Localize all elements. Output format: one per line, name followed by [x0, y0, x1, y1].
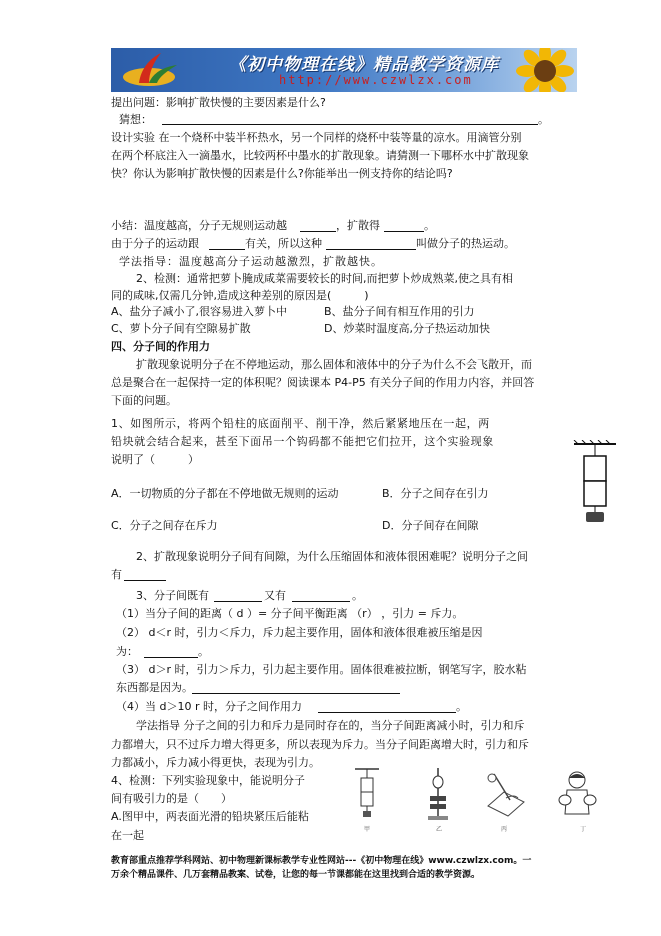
guess-blank[interactable]: [162, 114, 538, 125]
footer-line-2: 万余个精品课件、几万套精品教案、试卷，让您的每一节课都能在这里找到合适的教学资源。: [111, 870, 481, 880]
experiment-line-1: 设计实验 在一个烧杯中装半杯热水，另一个同样的烧杯中装等量的凉水。用滴管分别: [111, 131, 522, 144]
thermal-motion-text-1: 由于分子的运动跟: [111, 237, 199, 250]
site-url[interactable]: http://www.czwlzx.com: [279, 73, 473, 87]
guess-label: 猜想：: [119, 113, 152, 126]
sunflower-icon: [509, 48, 577, 92]
q3-blank-1[interactable]: [214, 591, 262, 602]
footer-line-1: 教育部重点推荐学科网站、初中物理新课标教学专业性网站---《初中物理在线》www.czwlzx.com。一: [111, 856, 532, 866]
q3-blank-2[interactable]: [292, 591, 350, 602]
force-case-3-line-2: 东西都是因为。: [116, 681, 193, 694]
site-title: 《初中物理在线》精品教学资源库: [229, 55, 499, 75]
q1-option-b[interactable]: B．分子之间存在引力: [382, 487, 489, 500]
quiz-2-line-1: 2、检测：通常把萝卜腌成咸菜需要较长的时间,而把萝卜炒成熟菜,使之具有相: [136, 272, 513, 285]
q1-option-c[interactable]: C．分子之间存在斥力: [111, 519, 218, 532]
q4-line-1: 4、检测：下列实验现象中，能说明分子: [111, 774, 305, 787]
quiz-2-option-c[interactable]: C、萝卜分子间有空隙易扩散: [111, 322, 251, 335]
experiment-line-2: 在两个杯底注入一滴墨水，比较两杯中墨水的扩散现象。请猜测一下哪杯水中扩散现象: [111, 149, 529, 162]
q1-option-d[interactable]: D．分子间存在间隙: [382, 519, 479, 532]
lead-cylinder-figure: [572, 440, 618, 526]
thermal-motion-text-2: 有关，所以这种: [245, 237, 322, 250]
q3-text-1: 3、分子间既有: [136, 589, 209, 602]
force-case-2-line-2: 为：: [116, 645, 138, 658]
quiz-2-option-b[interactable]: B、盐分子间有相互作用的引力: [324, 305, 475, 318]
force-case-3-line-1: （3） d＞r 时，引力＞斥力，引力起主要作用。固体很难被拉断，钢笔写字，胶水粘: [116, 663, 527, 676]
figure-bing-glass-plate: [484, 772, 526, 818]
quiz-2-option-a[interactable]: A、盐分子减小了,很容易进入萝卜中: [111, 305, 288, 318]
intro-line-1: 扩散现象说明分子在不停地运动，那么固体和液体中的分子为什么不会飞散开，而: [136, 358, 532, 371]
thermal-motion-text-3: 叫做分子的热运动。: [416, 237, 515, 250]
study-guide-2-line-3: 力都减小，斥力减小得更快，表现为引力。: [111, 756, 320, 769]
force-case-2-line-1: （2） d＜r 时，引力＜斥力，斥力起主要作用，固体和液体很难被压缩是因: [116, 626, 483, 639]
force-case-2-period: 。: [198, 645, 209, 658]
summary-text-2: ，扩散得: [336, 219, 380, 232]
experiment-line-3: 快？你认为影响扩散快慢的因素是什么?你能举出一例支持你的结论吗?: [111, 167, 453, 180]
intro-line-3: 下面的问题。: [111, 394, 177, 407]
site-logo-icon: [119, 51, 183, 89]
q2-blank[interactable]: [124, 570, 166, 581]
summary-period: 。: [424, 219, 435, 232]
figure-label-ding: 丁: [580, 826, 587, 833]
q3-text-2: 又有: [264, 589, 286, 602]
figure-ding-person: [555, 770, 601, 820]
q4-option-a[interactable]: A.图甲中，两表面光滑的铅块紧压后能粘: [111, 810, 309, 823]
q4-option-a-cont: 在一起: [111, 829, 144, 842]
question-prompt: 提出问题：影响扩散快慢的主要因素是什么?: [111, 96, 326, 109]
figure-label-bing: 丙: [501, 826, 508, 833]
quiz-2-line-2: 同的咸味,仅需几分钟,造成这种差别的原因是( ): [111, 289, 369, 302]
study-guide-2-line-1: 学法指导 分子之间的引力和斥力是同时存在的，当分子间距离减小时，引力和斥: [136, 719, 525, 732]
study-guide-1: 学法指导：温度越高分子运动越激烈，扩散越快。: [119, 255, 383, 268]
summary-blank-2[interactable]: [384, 221, 424, 232]
intro-line-2: 总是聚合在一起保持一定的体积呢？阅读课本 P4-P5 有关分子间的作用力内容，并回答: [111, 376, 535, 389]
q2-line-2: 有: [111, 568, 122, 581]
figure-label-yi: 乙: [436, 826, 443, 833]
study-guide-2-line-2: 力都增大，只不过斥力增大得更多，所以表现为斥力。当分子间距离增大时，引力和斥: [111, 738, 529, 751]
q4-line-2: 间有吸引力的是（ ）: [111, 792, 232, 805]
q1-line-1: 1、如图所示，将两个铅柱的底面削平、削干净，然后紧紧地压在一起，两: [111, 417, 490, 430]
force-case-1: （1）当分子间的距离（ d ）= 分子间平衡距离 （r） ，引力 = 斥力。: [116, 607, 464, 620]
force-case-3-blank[interactable]: [192, 683, 400, 694]
thermal-blank-2[interactable]: [326, 239, 416, 250]
quiz-2-option-d[interactable]: D、炒菜时温度高,分子热运动加快: [324, 322, 490, 335]
figure-yi-magnets: [426, 768, 450, 822]
q2-line-1: 2、扩散现象说明分子间有间隙，为什么压缩固体和液体很困难呢？说明分子之间: [136, 550, 528, 563]
q1-line-2: 铅块就会结合起来，甚至下面吊一个钩码都不能把它们拉开，这个实验现象: [111, 435, 494, 448]
thermal-blank-1[interactable]: [209, 239, 245, 250]
q3-period: 。: [352, 589, 363, 602]
force-case-4: （4）当 d＞10 r 时，分子之间作用力: [116, 700, 302, 713]
figure-label-jia: 甲: [364, 826, 371, 833]
guess-period: 。: [538, 113, 549, 126]
q1-line-3: 说明了（ ）: [111, 453, 199, 466]
section-heading-4: 四、分子间的作用力: [111, 340, 210, 353]
force-case-4-blank[interactable]: [318, 702, 456, 713]
summary-label: 小结：温度越高，分子无规则运动越: [111, 219, 287, 232]
q1-option-a[interactable]: A．一切物质的分子都在不停地做无规则的运动: [111, 487, 339, 500]
force-case-2-blank[interactable]: [144, 647, 198, 658]
force-case-4-period: 。: [456, 700, 467, 713]
summary-blank-1[interactable]: [300, 221, 336, 232]
figure-jia-lead-blocks: [354, 766, 380, 822]
header-banner: [111, 48, 577, 92]
